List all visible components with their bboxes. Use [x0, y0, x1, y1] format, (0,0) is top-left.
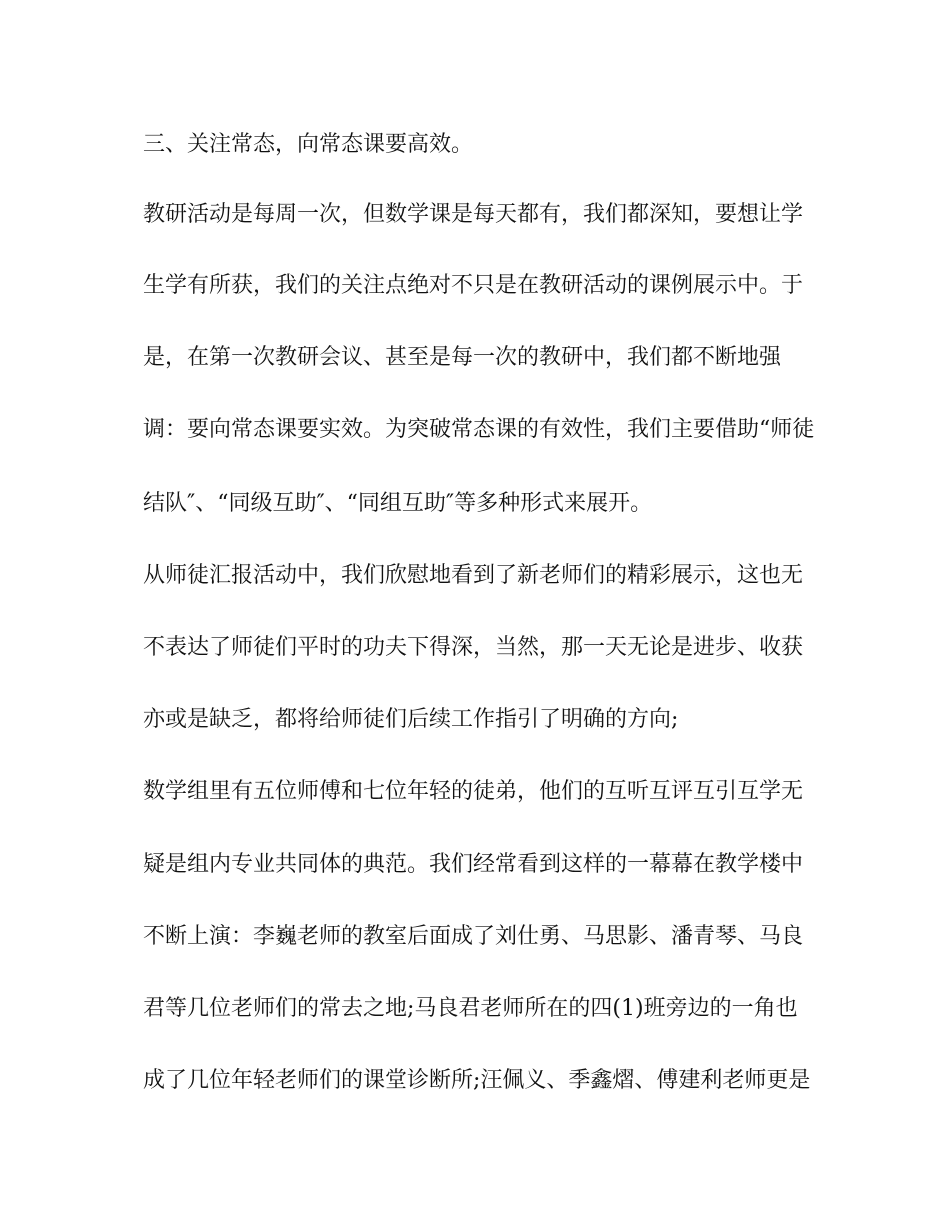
text-line: 从师徒汇报活动中，我们欣慰地看到了新老师们的精彩展示，这也无	[143, 563, 804, 588]
text-line: 不表达了师徒们平时的功夫下得深，当然，那一天无论是进步、收获	[143, 635, 804, 660]
text-line: 结队″、“同级互助″、“同组互助″等多种形式来展开。	[143, 491, 653, 516]
section-heading: 三、关注常态，向常态课要高效。	[143, 132, 474, 157]
text-line: 亦或是缺乏，都将给师徒们后续工作指引了明确的方向;	[143, 707, 679, 732]
text-line: 教研活动是每周一次，但数学课是每天都有，我们都深知，要想让学	[143, 202, 804, 227]
text-line: 生学有所获，我们的关注点绝对不只是在教研活动的课例展示中。于	[143, 273, 804, 298]
text-line: 调：要向常态课要实效。为突破常态课的有效性，我们主要借助“师徒	[143, 417, 815, 442]
text-line: 数学组里有五位师傅和七位年轻的徒弟，他们的互听互评互引互学无	[143, 779, 804, 804]
text-line: 成了几位年轻老师们的课堂诊断所;汪佩义、季鑫熠、傅建利老师更是	[143, 1068, 811, 1093]
text-line: 是，在第一次教研会议、甚至是每一次的教研中，我们都不断地强	[143, 345, 782, 370]
text-line: 不断上演：李巍老师的教室后面成了刘仕勇、马思影、潘青琴、马良	[143, 924, 804, 949]
text-line: 君等几位老师们的常去之地;马良君老师所在的四(1)班旁边的一角也	[143, 996, 798, 1021]
text-line: 疑是组内专业共同体的典范。我们经常看到这样的一幕幕在教学楼中	[143, 852, 804, 877]
